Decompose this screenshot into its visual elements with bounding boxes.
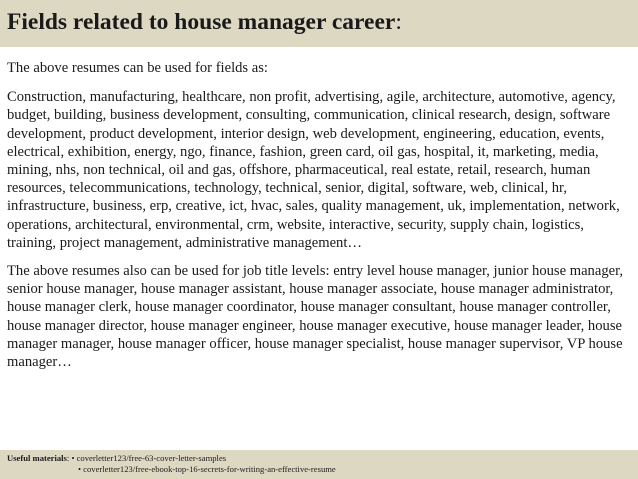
footer-row-1	[7, 453, 638, 464]
useful-materials-label-colon: :	[66, 453, 70, 463]
footer-link-cover-letter-samples[interactable]: • coverletter123/free-63-cover-letter-samples	[71, 453, 227, 463]
job-levels-paragraph: The above resumes also can be used for job title levels: entry level house manager, junior house manager, senior house manager, house manager assistant, house manager associate, house manager administrator, house manager clerk, house manager coordinator, house manager consultant, house manager controller, house manager director, house manager engineer, house manager executive, house manager leader, house manager manager, house manager officer, house manager specialist, house manager supervisor, VP house manager…	[7, 263, 624, 371]
page-title	[7, 9, 638, 36]
fields-paragraph: Construction, manufacturing, healthcare, non profit, advertising, agile, architecture, automotive, agency, budget, building, business development, consulting, communication, clinical research, design, software development, product development, interior design, web development, engineering, education, events, electrical, exhibition, energy, ngo, finance, fashion, green card, oil gas, hospital, it, marketing, media, mining, nhs, non technical, oil and gas, offshore, pharmaceutical, real estate, retail, research, human resources, telecommunications, technology, technical, senior, digital, software, web, clinical, hr, infrastructure, business, erp, creative, ict, hvac, sales, quality management, uk, implementation, network, operations, architectural, environmental, crm, website, interactive, security, supply chain, logistics, training, project management, administrative management…	[7, 89, 620, 251]
intro-paragraph: The above resumes can be used for fields as:	[7, 60, 268, 76]
footer-link-ebook-resume-secrets[interactable]: • coverletter123/free-ebook-top-16-secrets-for-writing-an-effective-resume	[78, 464, 336, 474]
page-title-colon: :	[395, 9, 402, 35]
page-title-text: Fields related to house manager career	[7, 9, 396, 35]
footer-indent	[7, 464, 78, 475]
footer-row-2	[7, 464, 638, 475]
footer	[0, 450, 638, 479]
title-bar	[0, 0, 638, 47]
content-body	[7, 59, 633, 371]
useful-materials-label-text: Useful materials	[7, 453, 67, 463]
useful-materials-label	[7, 453, 71, 464]
